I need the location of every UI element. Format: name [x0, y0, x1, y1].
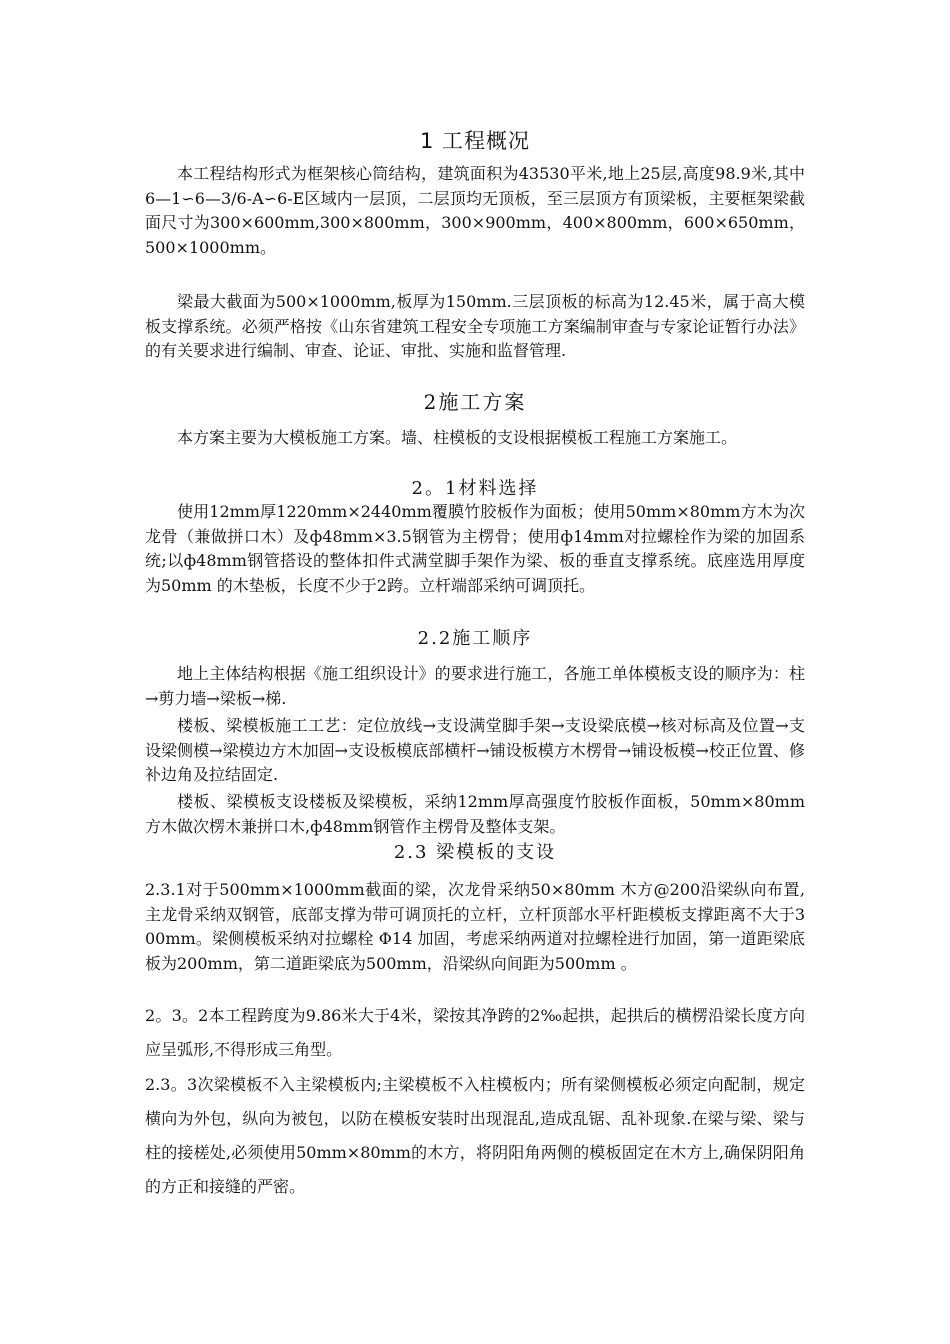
section-2-2-title: 2.2施工顺序 [417, 628, 533, 649]
section-1-title: 1 工程概况 [419, 129, 531, 153]
section-2-title: 2施工方案 [423, 390, 527, 414]
section-2-2-paragraph-3: 楼板、梁模板支设楼板及梁模板，采纳12mm厚高强度竹胶板作面板，50mm×80mm方木做次楞木兼拼口木,ф48mm钢管作主楞骨及整体支架。 [145, 792, 805, 836]
section-2-1-paragraph-1: 使用12mm厚1220mm×2440mm覆膜竹胶板作为面板；使用50mm×80mm方木为次龙骨（兼做拼口木）及ф48mm×3.5钢管为主楞骨；使用ф14mm对拉螺栓作为梁的加固系统;以ф48mm钢管搭设的整体扣件式满堂脚手架作为梁、板的垂直支撑系统。底座选用厚度为50mm 的木垫板，长度不少于2跨。立杆端部采纳可调顶托。 [145, 502, 805, 595]
section-1-paragraph-2: 梁最大截面为500×1000mm,板厚为150mm.三层顶板的标高为12.45米，属于高大模板支撑系统。必须严格按《山东省建筑工程安全专项施工方案编制审查与专家论证暂行办法》的有关要求进行编制、审查、论证、审批、实施和监督管理. [145, 292, 805, 361]
section-2-paragraph-1: 本方案主要为大模板施工方案。墙、柱模板的支设根据模板工程施工方案施工。 [177, 428, 738, 447]
section-2-3-title: 2.3 梁模板的支设 [393, 842, 557, 863]
section-2-3-paragraph-3: 2.3。3次梁模板不入主梁模板内;主梁模板不入柱模板内；所有梁侧模板必须定向配制，规定横向为外包，纵向为被包，以防在模板安装时出现混乱,造成乱锯、乱补现象.在梁与梁、梁与柱的接槎处,必须使用50mm×80mm的木方，将阴阳角两侧的模板固定在木方上,确保阴阳角的方正和接缝的严密。 [145, 1075, 805, 1196]
section-2-2-paragraph-1: 地上主体结构根据《施工组织设计》的要求进行施工，各施工单体模板支设的顺序为：柱→剪力墙→梁板→梯. [145, 664, 805, 708]
section-2-1-title: 2。1材料选择 [411, 478, 539, 499]
section-2-2-paragraph-2: 楼板、梁模板施工工艺：定位放线→支设满堂脚手架→支设梁底模→核对标高及位置→支设梁侧模→梁模边方木加固→支设板模底部横杆→铺设板模方木楞骨→铺设板模→校正位置、修补边角及拉结固定. [145, 716, 805, 785]
section-1-paragraph-1: 本工程结构形式为框架核心筒结构，建筑面积为43530平米,地上25层,高度98.9米,其中6—1∽6—3/6-A∽6-E区域内一层顶，二层顶均无顶板，至三层顶方有顶梁板，主要框架梁截面尺寸为300×600mm,300×800mm，300×900mm，400×800mm，600×650mm，500×1000mm。 [145, 164, 805, 257]
section-2-3-paragraph-1: 2.3.1对于500mm×1000mm截面的梁，次龙骨采纳50×80mm 木方@200沿梁纵向布置,主龙骨采纳双钢管，底部支撑为带可调顶托的立杆，立杆顶部水平杆距模板支撑距离不大于300mm。梁侧模板采纳对拉螺栓 Φ14 加固，考虑采纳两道对拉螺栓进行加固，第一道距梁底板为200mm，第二道距梁底为500mm，沿梁纵向间距为500mm 。 [145, 880, 805, 973]
section-2-3-paragraph-2: 2。3。2本工程跨度为9.86米大于4米，梁按其净跨的2‰起拱，起拱后的横楞沿梁长度方向应呈弧形,不得形成三角型。 [145, 1006, 805, 1059]
